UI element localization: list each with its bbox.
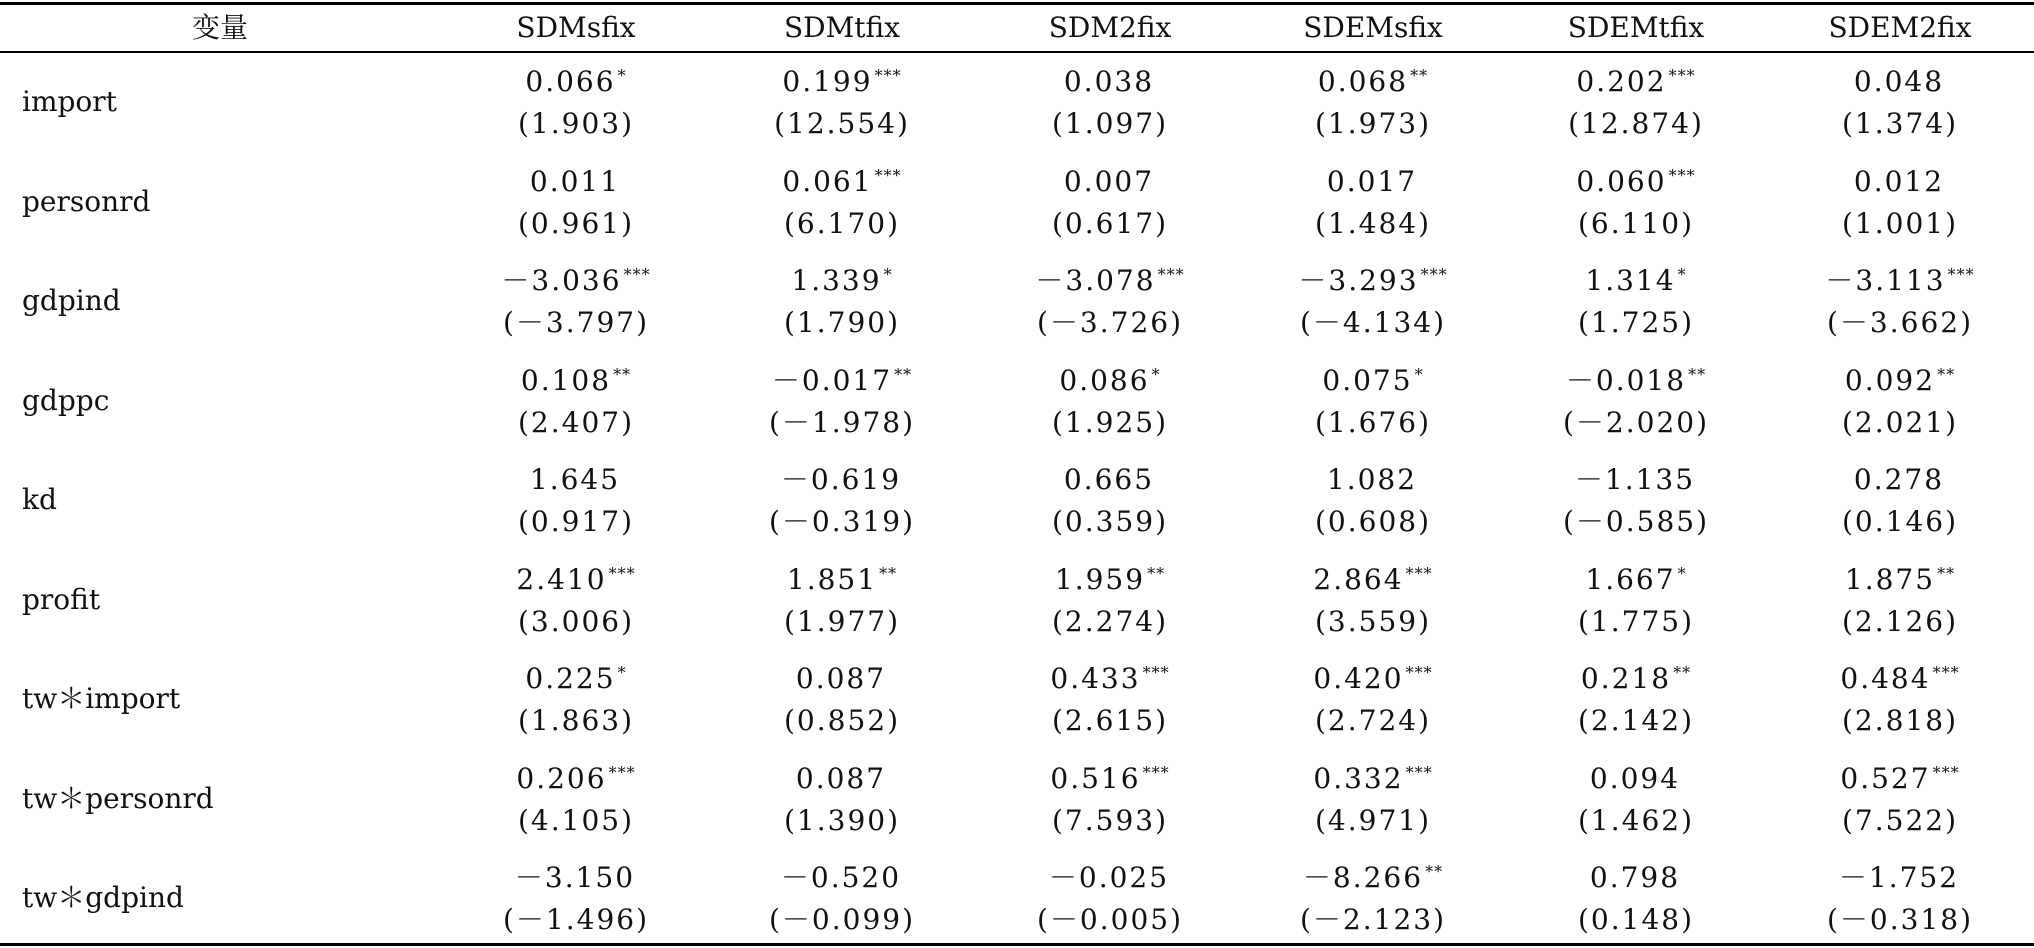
coefficient-value: 0.202	[1576, 65, 1667, 98]
column-header: SDEMtfix	[1567, 11, 1705, 44]
coefficient-value: －3.078	[1035, 264, 1156, 297]
t-statistic-cell: (3.559)	[1314, 604, 1431, 638]
coefficient-cell	[466, 255, 686, 301]
t-statistic-cell: (4.105)	[517, 803, 634, 837]
t-statistic-cell: (7.522)	[1841, 803, 1958, 837]
coefficient-cell	[1000, 753, 1220, 799]
coefficient-cell	[732, 156, 952, 202]
significance-stars: ***	[623, 265, 651, 284]
row-label: import	[22, 85, 117, 118]
coefficient-value: 0.007	[1063, 164, 1155, 198]
t-statistic-cell: (1.390)	[783, 803, 900, 837]
coefficient-cell	[732, 454, 952, 500]
row-label: profit	[22, 582, 101, 616]
t-statistic-cell: (1.977)	[783, 604, 900, 638]
coefficient-value: 0.086	[1059, 363, 1150, 397]
significance-stars: ***	[1947, 265, 1975, 284]
t-statistic-cell: (－3.797)	[502, 306, 649, 339]
row-label: tw＊personrd	[22, 781, 214, 815]
coefficient-value: －3.293	[1298, 264, 1419, 297]
t-statistic-cell: (－1.496)	[502, 903, 649, 936]
row-label: gdpind	[22, 284, 121, 317]
coefficient-cell	[1000, 852, 1220, 898]
t-statistic-cell: (－3.726)	[1036, 306, 1183, 339]
significance-stars: **	[1147, 563, 1166, 583]
t-statistic-cell: (－0.585)	[1562, 505, 1709, 538]
coefficient-cell	[732, 255, 952, 301]
t-statistic-cell: (1.001)	[1841, 206, 1958, 240]
coefficient-cell	[1263, 454, 1483, 500]
coefficient-cell	[732, 852, 952, 898]
coefficient-value: 0.108	[520, 363, 612, 397]
coefficient-value: 0.218	[1580, 662, 1672, 695]
significance-stars: ***	[1142, 663, 1170, 682]
significance-stars: ***	[874, 66, 902, 85]
significance-stars: **	[1673, 663, 1692, 682]
coefficient-value: 2.864	[1313, 562, 1404, 596]
coefficient-value: －3.036	[501, 264, 622, 297]
significance-stars: *	[1151, 364, 1161, 384]
table-header-rule	[0, 51, 2034, 53]
coefficient-value: 1.875	[1844, 562, 1936, 596]
coefficient-value: 0.665	[1063, 463, 1155, 496]
significance-stars: **	[1937, 563, 1956, 583]
coefficient-value: 0.060	[1576, 164, 1667, 198]
column-header: SDMtfix	[783, 11, 901, 44]
coefficient-value: 1.339	[791, 264, 882, 297]
coefficient-value: －1.135	[1574, 463, 1696, 496]
coefficient-value: －3.113	[1825, 264, 1946, 297]
coefficient-value: 1.959	[1054, 562, 1146, 596]
coefficient-cell	[1000, 554, 1220, 600]
significance-stars: ***	[608, 762, 636, 782]
coefficient-cell	[1263, 753, 1483, 799]
significance-stars: ***	[874, 165, 902, 185]
coefficient-value: 0.017	[1326, 164, 1418, 198]
coefficient-value: 0.332	[1313, 761, 1404, 795]
column-header: SDEMsfix	[1303, 11, 1443, 44]
coefficient-cell	[1263, 56, 1483, 102]
t-statistic-cell: (0.608)	[1314, 505, 1431, 538]
coefficient-value: 0.199	[782, 65, 873, 98]
t-statistic-cell: (－1.978)	[768, 405, 915, 439]
coefficient-value: 0.011	[529, 164, 621, 198]
t-statistic-cell: (2.724)	[1314, 704, 1431, 737]
coefficient-value: 0.225	[525, 662, 616, 695]
coefficient-value: 1.645	[529, 463, 621, 496]
t-statistic-cell: (0.148)	[1577, 903, 1694, 936]
t-statistic-cell: (6.170)	[783, 206, 900, 240]
t-statistic-cell: (2.126)	[1841, 604, 1958, 638]
t-statistic-cell: (－2.020)	[1562, 405, 1709, 439]
significance-stars: ***	[1157, 265, 1185, 284]
coefficient-cell	[1000, 454, 1220, 500]
coefficient-cell	[1000, 355, 1220, 401]
significance-stars: **	[1410, 66, 1429, 85]
t-statistic-cell: (1.775)	[1577, 604, 1694, 638]
t-statistic-cell: (0.917)	[517, 505, 634, 538]
coefficient-value: 2.410	[516, 562, 607, 596]
coefficient-value: 0.206	[516, 761, 607, 795]
coefficient-value: 0.012	[1853, 164, 1945, 198]
stub-header: 变量	[191, 11, 248, 44]
coefficient-value: 0.092	[1844, 363, 1936, 397]
coefficient-value: 0.420	[1313, 662, 1404, 695]
coefficient-value: －0.025	[1048, 861, 1170, 894]
t-statistic-cell: (－4.134)	[1299, 306, 1446, 339]
t-statistic-cell: (1.374)	[1841, 107, 1958, 140]
t-statistic-cell: (1.863)	[517, 704, 634, 737]
significance-stars: **	[879, 563, 898, 583]
t-statistic-cell: (－0.099)	[768, 903, 915, 936]
row-label: tw＊import	[22, 682, 181, 715]
coefficient-cell	[732, 554, 952, 600]
coefficient-cell	[1790, 56, 2010, 102]
significance-stars: ***	[1932, 762, 1960, 782]
coefficient-cell	[1526, 355, 1746, 401]
coefficient-cell	[1526, 454, 1746, 500]
coefficient-cell	[466, 653, 686, 699]
t-statistic-cell: (2.818)	[1841, 704, 1958, 737]
coefficient-value: 0.068	[1317, 65, 1409, 98]
significance-stars: **	[1688, 364, 1707, 384]
coefficient-cell	[1526, 156, 1746, 202]
significance-stars: ***	[1668, 165, 1696, 185]
coefficient-cell	[1526, 852, 1746, 898]
t-statistic-cell: (0.961)	[517, 206, 634, 240]
coefficient-value: 0.087	[795, 761, 887, 795]
coefficient-cell	[732, 56, 952, 102]
row-label: tw＊gdpind	[22, 881, 184, 914]
t-statistic-cell: (1.903)	[517, 107, 634, 140]
coefficient-value: 0.484	[1840, 662, 1931, 695]
coefficient-value: 0.075	[1322, 363, 1413, 397]
coefficient-cell	[1790, 355, 2010, 401]
t-statistic-cell: (2.142)	[1577, 704, 1694, 737]
t-statistic-cell: (4.971)	[1314, 803, 1431, 837]
coefficient-value: 0.798	[1589, 861, 1681, 894]
coefficient-cell	[1790, 156, 2010, 202]
coefficient-cell	[466, 355, 686, 401]
column-header: SDM2fix	[1048, 11, 1172, 44]
t-statistic-cell: (0.359)	[1051, 505, 1168, 538]
coefficient-value: 0.048	[1853, 65, 1945, 98]
coefficient-value: 0.066	[525, 65, 616, 98]
t-statistic-cell: (－0.005)	[1036, 903, 1183, 936]
significance-stars: *	[617, 663, 627, 682]
row-label: gdppc	[22, 383, 110, 417]
coefficient-cell	[1790, 454, 2010, 500]
coefficient-cell	[1263, 554, 1483, 600]
coefficient-cell	[1790, 852, 2010, 898]
coefficient-cell	[1000, 56, 1220, 102]
t-statistic-cell: (2.274)	[1051, 604, 1168, 638]
t-statistic-cell: (－0.318)	[1826, 903, 1973, 936]
coefficient-value: －0.017	[771, 363, 893, 397]
t-statistic-cell: (1.462)	[1577, 803, 1694, 837]
coefficient-cell	[1263, 355, 1483, 401]
coefficient-cell	[1790, 255, 2010, 301]
coefficient-value: －0.520	[780, 861, 902, 894]
coefficient-cell	[1526, 753, 1746, 799]
t-statistic-cell: (1.676)	[1314, 405, 1431, 439]
significance-stars: *	[1677, 563, 1687, 583]
coefficient-value: －3.150	[514, 861, 636, 894]
coefficient-cell	[1000, 255, 1220, 301]
t-statistic-cell: (2.615)	[1051, 704, 1168, 737]
coefficient-value: －0.018	[1565, 363, 1687, 397]
t-statistic-cell: (2.407)	[517, 405, 634, 439]
coefficient-cell	[466, 753, 686, 799]
row-label: personrd	[22, 184, 151, 218]
significance-stars: ***	[1405, 663, 1433, 682]
coefficient-value: 1.082	[1326, 463, 1418, 496]
t-statistic-cell: (－2.123)	[1299, 903, 1446, 936]
coefficient-value: －1.752	[1838, 861, 1960, 894]
coefficient-value: 0.433	[1050, 662, 1141, 695]
coefficient-cell	[466, 454, 686, 500]
column-header: SDMsfix	[516, 11, 636, 44]
significance-stars: *	[617, 66, 627, 85]
coefficient-value: 1.851	[786, 562, 878, 596]
t-statistic-cell: (6.110)	[1577, 206, 1694, 240]
t-statistic-cell: (1.973)	[1314, 107, 1431, 140]
t-statistic-cell: (0.146)	[1841, 505, 1958, 538]
coefficient-value: 0.094	[1589, 761, 1681, 795]
coefficient-cell	[732, 355, 952, 401]
t-statistic-cell: (7.593)	[1051, 803, 1168, 837]
significance-stars: ***	[1932, 663, 1960, 682]
coefficient-cell	[1263, 255, 1483, 301]
t-statistic-cell: (2.021)	[1841, 405, 1958, 439]
coefficient-cell	[1526, 255, 1746, 301]
significance-stars: *	[1677, 265, 1687, 284]
coefficient-value: －8.266	[1302, 861, 1424, 894]
coefficient-cell	[1526, 554, 1746, 600]
t-statistic-cell: (1.925)	[1051, 405, 1168, 439]
significance-stars: **	[1425, 862, 1444, 881]
significance-stars: ***	[1142, 762, 1170, 782]
t-statistic-cell: (12.554)	[774, 107, 910, 140]
coefficient-value: 0.527	[1840, 761, 1931, 795]
significance-stars: *	[883, 265, 893, 284]
coefficient-cell	[1790, 554, 2010, 600]
table-bottom-rule	[0, 943, 2034, 946]
t-statistic-cell: (0.617)	[1051, 206, 1168, 240]
coefficient-value: 1.314	[1585, 264, 1676, 297]
coefficient-cell	[732, 653, 952, 699]
coefficient-value: 0.061	[782, 164, 873, 198]
column-header: SDEM2fix	[1828, 11, 1972, 44]
coefficient-cell	[1000, 156, 1220, 202]
coefficient-cell	[1790, 753, 2010, 799]
t-statistic-cell: (3.006)	[517, 604, 634, 638]
t-statistic-cell: (1.790)	[783, 306, 900, 339]
t-statistic-cell: (0.852)	[783, 704, 900, 737]
coefficient-cell	[1000, 653, 1220, 699]
t-statistic-cell: (12.874)	[1568, 107, 1704, 140]
coefficient-value: 1.667	[1585, 562, 1676, 596]
coefficient-cell	[466, 56, 686, 102]
coefficient-value: 0.516	[1050, 761, 1141, 795]
t-statistic-cell: (1.484)	[1314, 206, 1431, 240]
coefficient-value: 0.038	[1063, 65, 1155, 98]
t-statistic-cell: (1.097)	[1051, 107, 1168, 140]
significance-stars: ***	[1405, 563, 1433, 583]
significance-stars: **	[613, 364, 632, 384]
coefficient-cell	[732, 753, 952, 799]
t-statistic-cell: (－3.662)	[1826, 306, 1973, 339]
coefficient-cell	[466, 554, 686, 600]
significance-stars: **	[1937, 364, 1956, 384]
coefficient-cell	[1263, 653, 1483, 699]
significance-stars: *	[1414, 364, 1424, 384]
coefficient-cell	[466, 852, 686, 898]
significance-stars: **	[894, 364, 913, 384]
coefficient-value: 0.278	[1853, 463, 1945, 496]
t-statistic-cell: (1.725)	[1577, 306, 1694, 339]
coefficient-value: －0.619	[780, 463, 902, 496]
coefficient-cell	[1263, 156, 1483, 202]
significance-stars: ***	[1420, 265, 1448, 284]
significance-stars: ***	[608, 563, 636, 583]
significance-stars: ***	[1668, 66, 1696, 85]
row-label: kd	[22, 483, 57, 516]
coefficient-cell	[466, 156, 686, 202]
coefficient-cell	[1790, 653, 2010, 699]
coefficient-cell	[1526, 653, 1746, 699]
significance-stars: ***	[1405, 762, 1433, 782]
coefficient-value: 0.087	[795, 662, 887, 695]
t-statistic-cell: (－0.319)	[768, 505, 915, 538]
coefficient-cell	[1526, 56, 1746, 102]
table-top-rule	[0, 2, 2034, 5]
coefficient-cell	[1263, 852, 1483, 898]
